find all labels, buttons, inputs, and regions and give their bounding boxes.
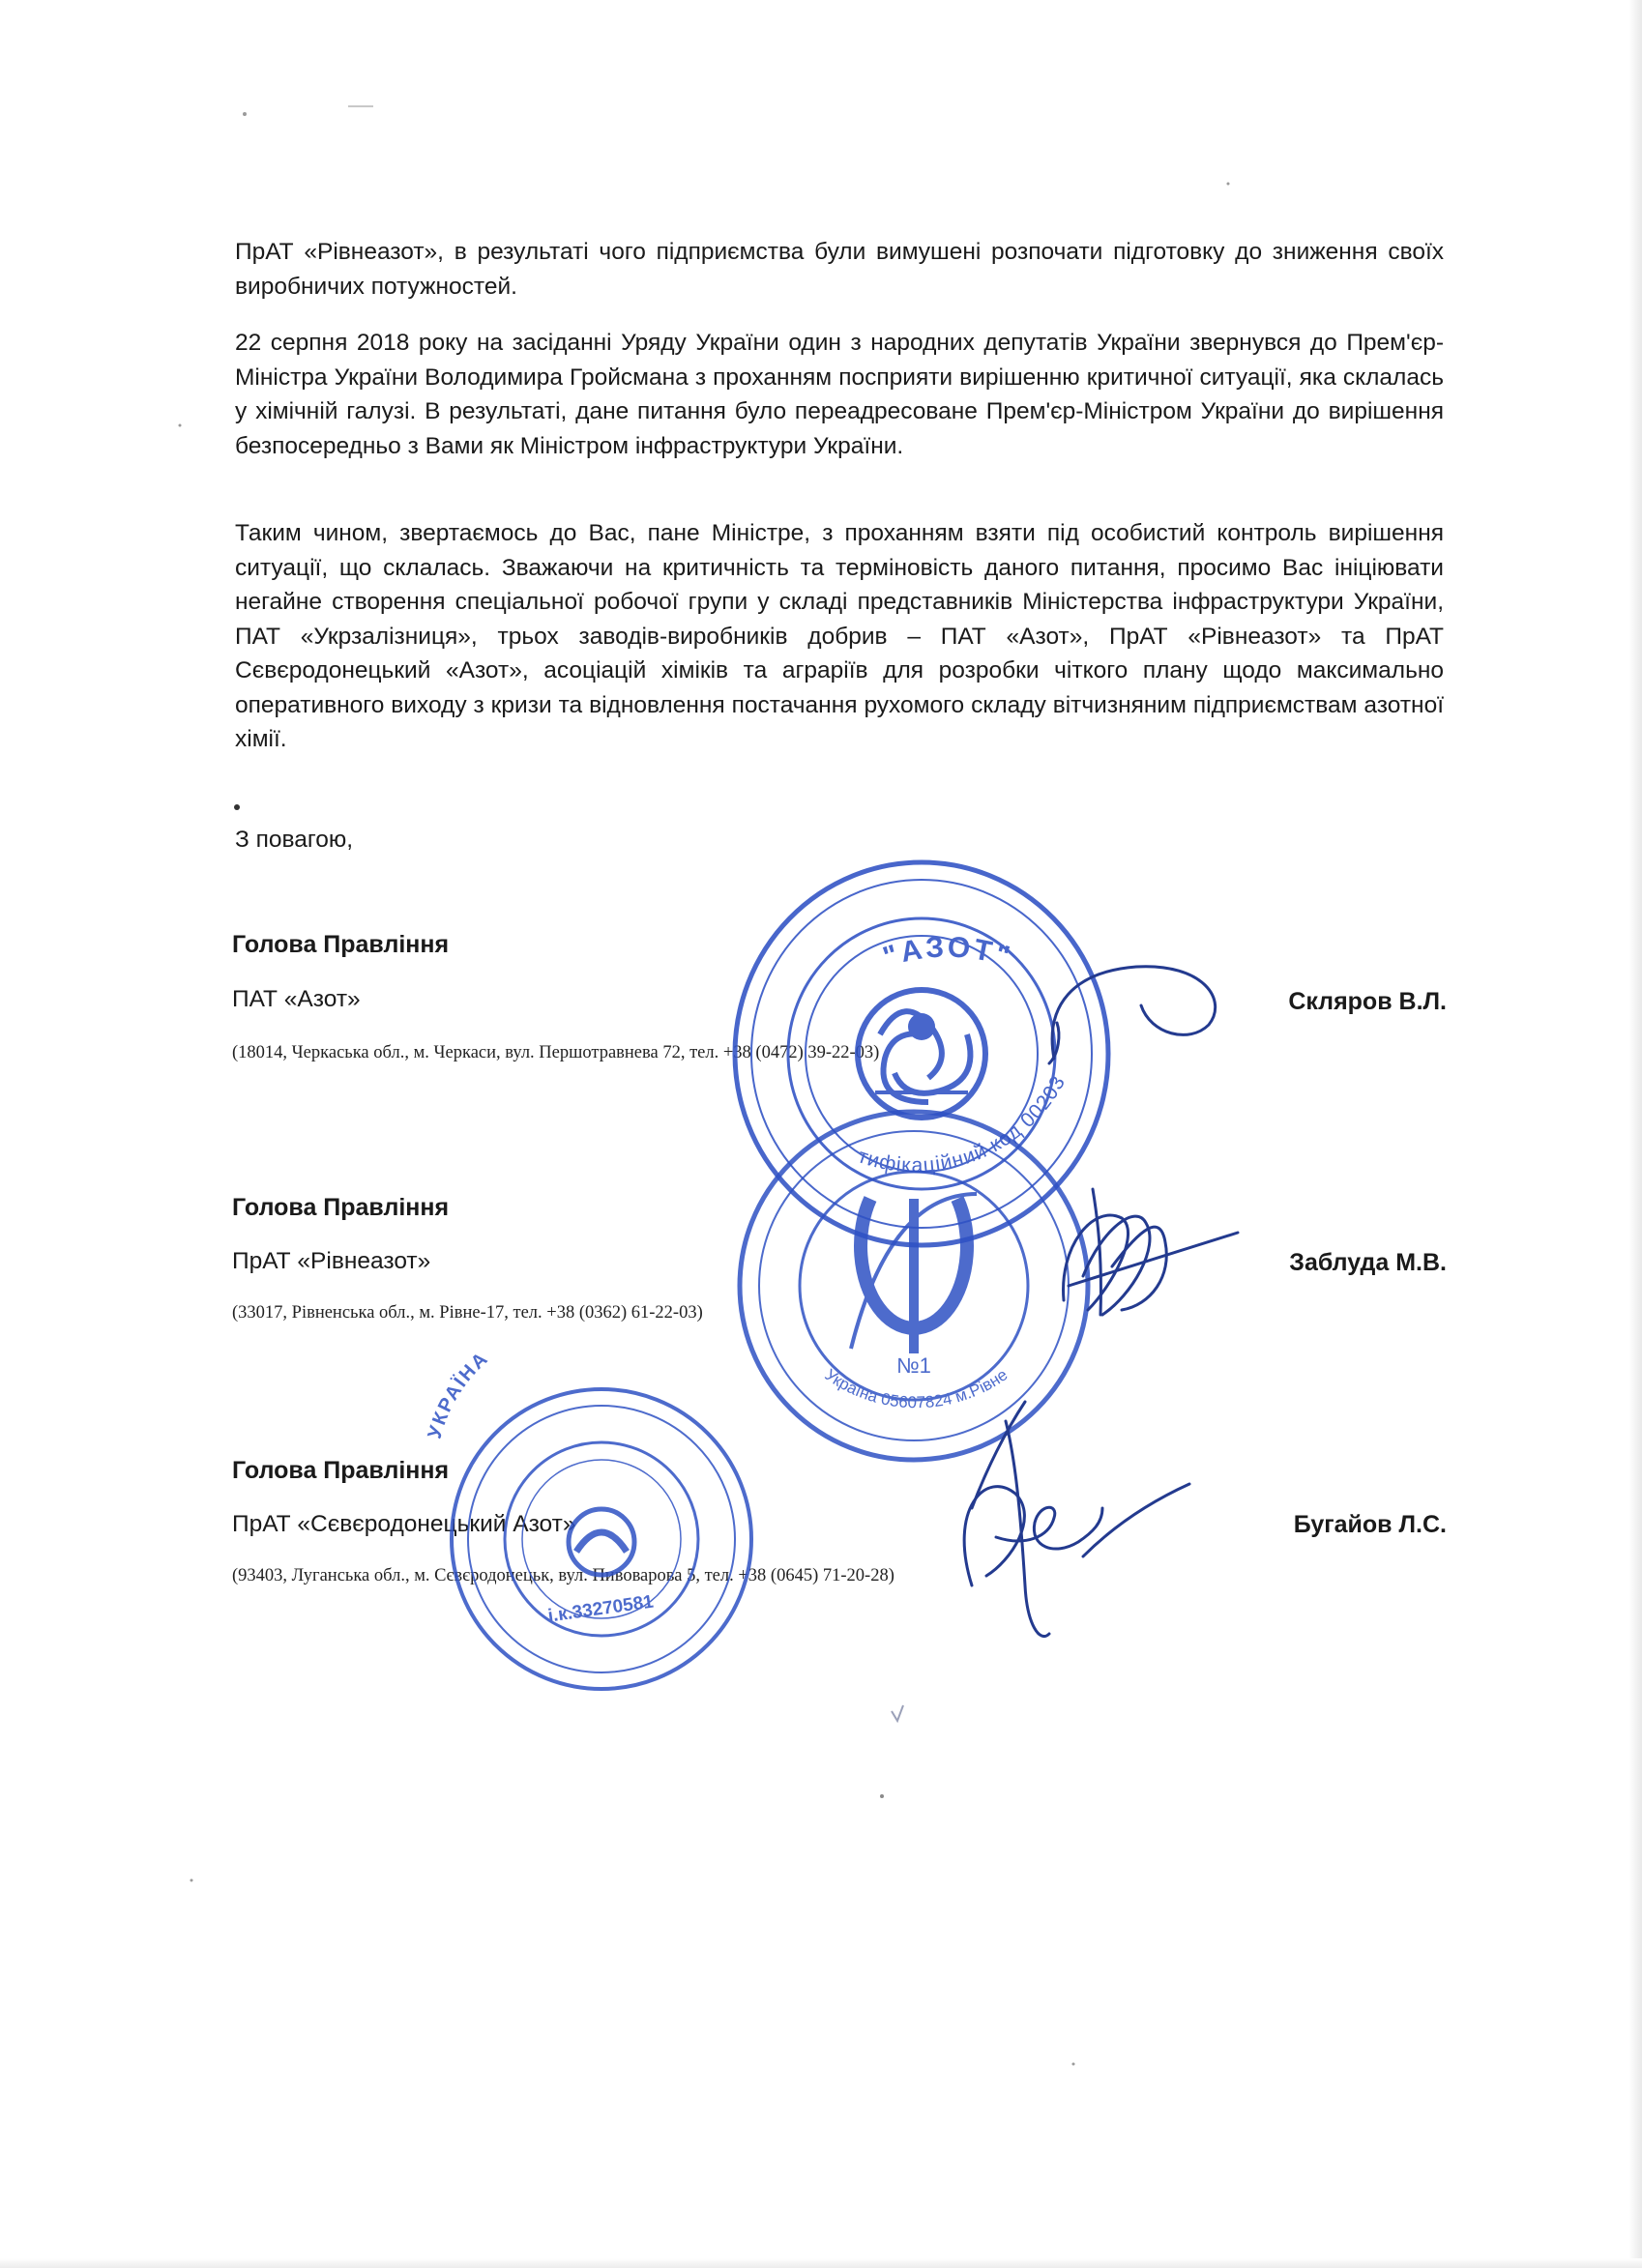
signatory-2-company: ПрАТ «Рівнеазот» (232, 1248, 431, 1274)
svg-text:Ідентифікаційний код 00203826: Ідентифікаційний код 00203826 (855, 1071, 1070, 1178)
svg-text:Україна 05607824 м.Рівне: Україна 05607824 м.Рівне (821, 1365, 1012, 1412)
letter-paragraph-3: Таким чином, звертаємось до Вас, пане Міністре, з проханням взяти під особистий контроль вирішення ситуації, що склалась. Зважаючи на критичність та терміновість даного питання, просимо Вас ініціювати негайне створення спеціальної робочої групи у складі представників Міністерства інфраструктури України, ПАТ «Укрзалізниця», трьох заводів-виробників добрив – ПАТ «Азот», ПрАТ «Рівнеазот» та ПрАТ Сєвєродонецький «Азот», асоціацій хіміків та аграріїв для розробки чіткого плану щодо максимально оперативного виходу з кризи та відновлення постачання рухомого складу вітчизняним підприємствам азотної хімії. (235, 520, 1444, 752)
svg-text:УКРАЇНА: УКРАЇНА (424, 1347, 493, 1441)
signatory-1-address: (18014, Черкаська обл., м. Черкаси, вул. Першотравнева 72, тел. +38 (0472) 39-22-03) (232, 1043, 880, 1062)
svg-text:"АЗОТ": "АЗОТ" (879, 931, 1016, 974)
signatory-2-title: Голова Правління (232, 1194, 450, 1221)
signatory-3-address: (93403, Луганська обл., м. Сєвєродонецьк, вул. Пивоварова 5, тел. +38 (0645) 71-20-28) (232, 1566, 894, 1585)
signature-2 (1064, 1189, 1238, 1315)
signatory-3-company: ПрАТ «Сєвєродонецький Азот» (232, 1511, 576, 1537)
svg-text:і.к.33270581: і.к.33270581 (546, 1591, 656, 1627)
scan-edge-bottom (0, 2258, 1642, 2268)
rivneazot-stamp (740, 1112, 1088, 1460)
signature-3 (964, 1402, 1189, 1637)
signatory-1-company: ПАТ «Азот» (232, 986, 361, 1012)
signatory-2-name: Заблуда М.В. (1289, 1249, 1447, 1276)
signatory-2-address: (33017, Рівненська обл., м. Рівне-17, тел. +38 (0362) 61-22-03) (232, 1303, 703, 1323)
svg-text:№1: №1 (896, 1353, 931, 1378)
letter-paragraph-1: ПрАТ «Рівнеазот», в результаті чого підприємства були вимушені розпочати підготовку до зниження своїх виробничих потужностей. (235, 239, 1444, 300)
letter-paragraph-2: 22 серпня 2018 року на засіданні Уряду України один з народних депутатів України звернувся до Прем'єр-Міністра України Володимира Гройсмана з проханням посприяти вирішенню критичної ситуації, яка склалась у хімічній галузі. В результаті, дане питання було переадресоване Прем'єр-Міністром України до вирішення безпосередньо з Вами як Міністром інфраструктури України. (235, 330, 1444, 459)
signatory-1-name: Скляров В.Л. (1288, 988, 1447, 1015)
scan-edge-right (1628, 0, 1642, 2268)
closing-salutation: З повагою, (235, 827, 354, 853)
signatory-3-name: Бугайов Л.С. (1293, 1511, 1447, 1538)
signatory-3-title: Голова Правління (232, 1457, 450, 1484)
signatory-1-title: Голова Правління (232, 931, 450, 958)
signature-1 (1049, 967, 1216, 1063)
